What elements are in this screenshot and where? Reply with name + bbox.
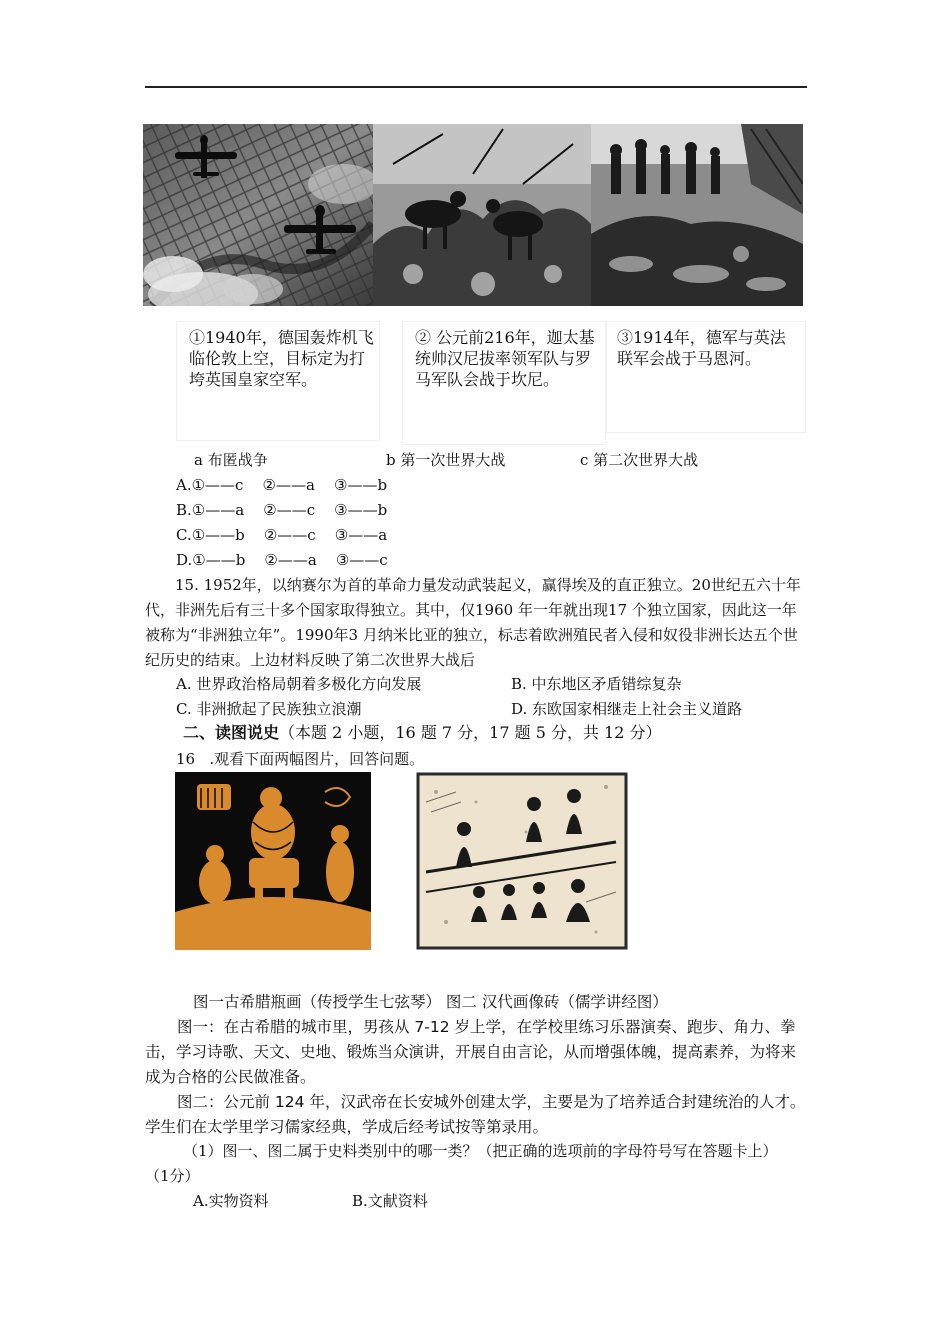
header-rule bbox=[145, 86, 807, 88]
caption-photo-2 bbox=[403, 322, 605, 444]
legend-a: a 布匿战争 bbox=[194, 451, 268, 469]
option-label: B. bbox=[176, 501, 192, 519]
option-15-c: C. 非洲掀起了民族独立浪潮 bbox=[176, 700, 362, 718]
question-16-intro: 16 .观看下面两幅图片，回答问题。 bbox=[176, 750, 425, 768]
option-14-d bbox=[176, 549, 388, 571]
question-15-text: 15. 1952年，以纳赛尔为首的革命力量发动武装起义，赢得埃及的直正独立。20世纪五六十年代，非洲先后有三十多个国家取得独立。其中，仅1960 年一年就出现17 个独立国家，因此这一年被称为“非洲独立年”。1990年3 月纳米比亚的独立，标志着欧洲殖民者入侵和奴役非洲长达五个世纪历史的结束。上边材料反映了第二次世界大战后 bbox=[145, 576, 801, 669]
caption-text: ③1914年，德军与英法联军会战于马恩河。 bbox=[617, 328, 786, 368]
option-15-a: A. 世界政治格局朝着多极化方向发展 bbox=[176, 675, 422, 693]
option-label: A. bbox=[176, 476, 192, 494]
option-label: C. bbox=[176, 526, 192, 544]
option-text: ①——b ②——a ③——c bbox=[192, 551, 388, 569]
option-15-b: B. 中东地区矛盾错综复杂 bbox=[511, 675, 682, 693]
figure-caption: 图一古希腊瓶画（传授学生七弦琴） 图二 汉代画像砖（儒学讲经图） bbox=[193, 993, 668, 1011]
photo-battle-of-marne bbox=[591, 124, 803, 306]
option-14-b bbox=[176, 499, 387, 521]
option-text: ①——a ②——c ③——b bbox=[191, 501, 388, 519]
option-text: ①——c ②——a ③——b bbox=[191, 476, 388, 494]
legend-c: c 第二次世界大战 bbox=[580, 451, 699, 469]
section-note: （本题 2 小题，16 题 7 分，17 题 5 分，共 12 分） bbox=[279, 723, 662, 742]
option-14-a bbox=[176, 474, 387, 496]
option-label: D. bbox=[176, 551, 193, 569]
photo-bombers-london bbox=[143, 124, 373, 306]
question-16-sub-1: （1）图一、图二属于史料类别中的哪一类？（把正确的选项前的字母符号写在答题卡上） （1分） bbox=[145, 1142, 792, 1185]
figure-2-han-brick-relief bbox=[416, 772, 628, 950]
option-14-c bbox=[176, 524, 387, 546]
option-15-d: D. 东欧国家相继走上社会主义道路 bbox=[511, 700, 743, 718]
section-2-heading bbox=[183, 722, 662, 744]
figure-1-description: 图一：在古希腊的城市里，男孩从 7-12 岁上学，在学校里练习乐器演奏、跑步、角力、拳击，学习诗歌、天文、史地、锻炼当众演讲，开展自由言论，从而增强体魄，提高素养，为将来成为合格的公民做准备。 bbox=[145, 1018, 797, 1086]
option-16-1-a: A.实物资料 bbox=[193, 1192, 269, 1210]
figure-1-greek-vase bbox=[175, 772, 371, 950]
caption-text: ①1940年，德国轰炸机飞临伦敦上空，目标定为打垮英国皇家空军。 bbox=[189, 328, 374, 389]
caption-photo-3 bbox=[607, 322, 805, 432]
legend-b: b 第一次世界大战 bbox=[386, 451, 506, 469]
caption-text: ② 公元前216年，迦太基统帅汉尼拔率领军队与罗马军队会战于坎尼。 bbox=[415, 328, 595, 389]
option-16-1-b: B.文献资料 bbox=[352, 1192, 428, 1210]
section-title: 二、读图说史 bbox=[183, 723, 280, 742]
option-text: ①——b ②——c ③——a bbox=[191, 526, 388, 544]
caption-photo-1 bbox=[177, 322, 379, 440]
photo-battle-of-cannae bbox=[373, 124, 591, 306]
figure-2-description: 图二：公元前 124 年，汉武帝在长安城外创建太学，主要是为了培养适合封建统治的人才。学生们在太学里学习儒家经典，学成后经考试按等第录用。 bbox=[145, 1093, 806, 1136]
